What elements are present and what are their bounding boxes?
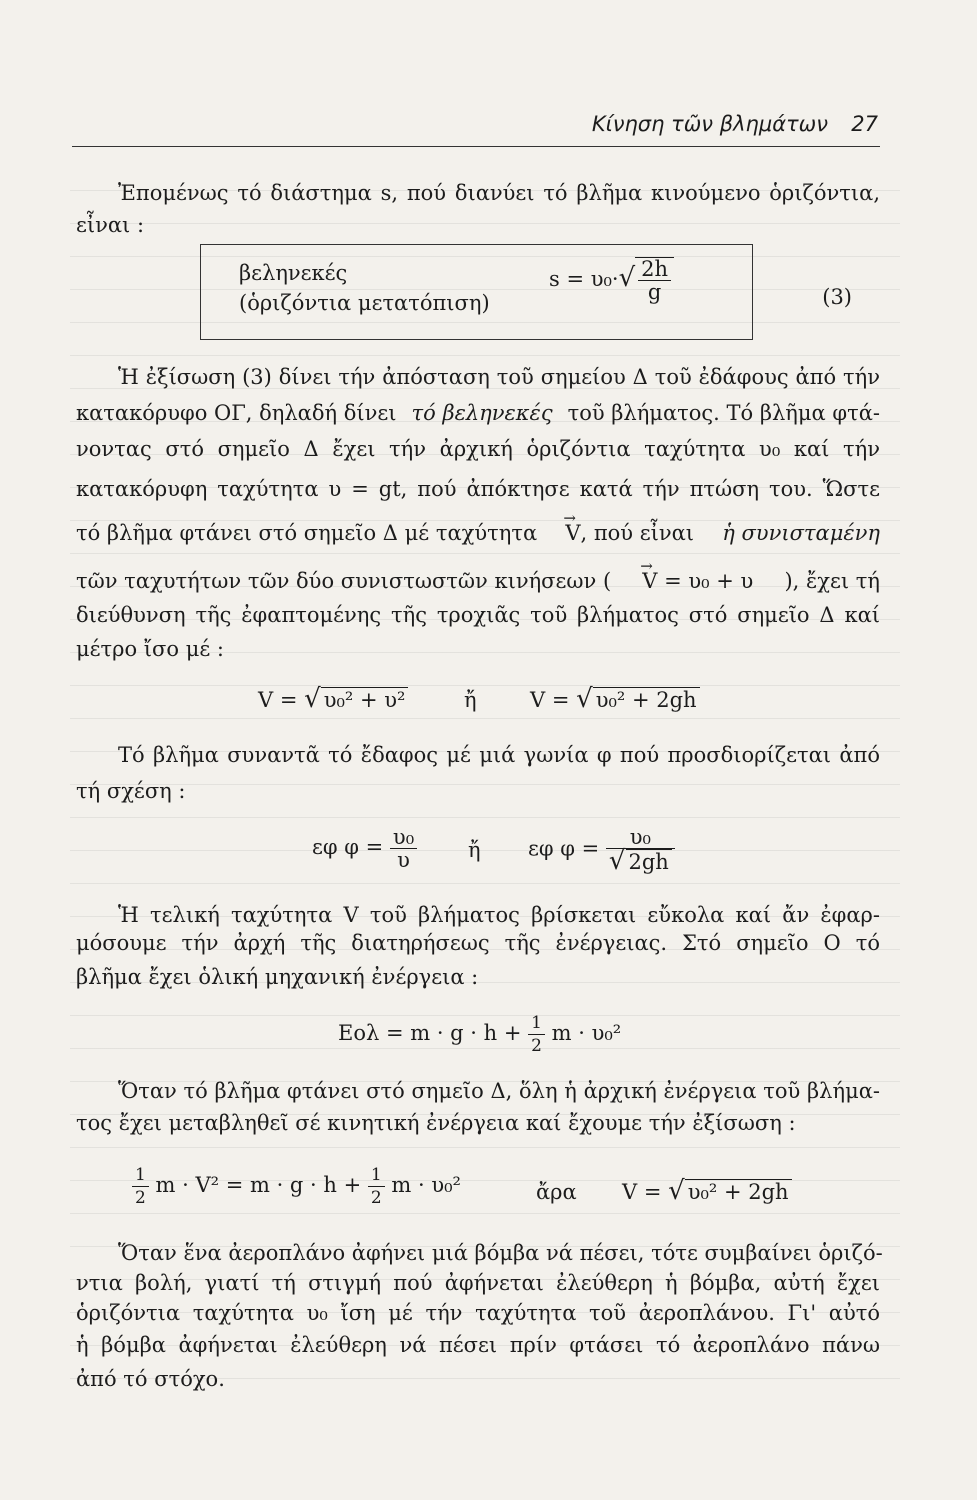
eq-radicand: υ₀² + 2gh — [685, 1179, 792, 1204]
range-formula-lhs: s = υ₀· — [549, 267, 619, 291]
eq-end: m · υ₀² — [391, 1173, 461, 1197]
vector-sum: → V = υ₀ + υ — [642, 568, 753, 594]
text-line: Τό βλῆμα συναντᾶ τό ἔδαφος μέ μιά γωνία φ πού προσδιορίζεται ἀπό — [118, 743, 880, 767]
text-line: νοντας στό σημεῖο Δ ἔχει τήν ἀρχική ὁριζόντια ταχύτητα υ₀ καί τήν — [76, 437, 880, 461]
running-header — [72, 106, 880, 147]
kinetic-energy-equation — [132, 1164, 461, 1209]
text-segment: τό βλῆμα φτάνει στό σημεῖο Δ μέ ταχύτητα — [76, 521, 538, 545]
velocity-equation-1: V = √ υ₀² + υ² — [258, 684, 408, 714]
tan-equation-2: εφ φ = $\frac{\text{υ₀}}{√ 2gh}$ — [528, 826, 675, 874]
text-line: κατακόρυφη ταχύτητα υ = gt, πού ἀπόκτησε κατά τήν πτώση του. Ὥστε — [76, 477, 880, 501]
eq-radicand: υ₀² + υ² — [321, 687, 409, 712]
range-formula-num: 2h — [638, 258, 671, 281]
text-line: τή σχέση : — [76, 779, 186, 803]
text-line: Ὅταν τό βλῆμα φτάνει στό σημεῖο Δ, ὅλη ἡ ἀρχική ἐνέργεια τοῦ βλήμα- — [118, 1079, 880, 1103]
eq-rhs: m · υ₀² — [551, 1021, 622, 1045]
text-line — [76, 400, 880, 426]
page-number: 27 — [851, 112, 878, 136]
energy-equation — [338, 1012, 621, 1057]
text-segment: κατακόρυφο ΟΓ, δηλαδή δίνει — [76, 401, 397, 425]
text-line: βλῆμα ἔχει ὁλική μηχανική ἐνέργεια : — [76, 965, 479, 989]
italic-term-range: τό βεληνεκές — [411, 401, 553, 425]
tan-equation-1 — [312, 826, 417, 871]
italic-term-resultant: ἡ συνισταμένη — [722, 521, 880, 545]
text-line: ἀπό τό στόχο. — [76, 1367, 225, 1391]
velocity-equation-2: V = √ υ₀² + 2gh — [530, 684, 700, 714]
eq-num: 1 — [528, 1012, 545, 1035]
eq-radicand: υ₀² + 2gh — [593, 687, 700, 712]
text-line: εἶναι : — [76, 213, 145, 237]
box-label-range: βεληνεκές — [239, 261, 348, 285]
equation-number: (3) — [822, 285, 852, 309]
eq-lhs: Eολ = m · g · h + — [338, 1021, 522, 1045]
eq-den: 2 — [531, 1036, 542, 1056]
box-label-displacement: (ὁριζόντια μετατόπιση) — [239, 291, 490, 315]
eq-num: 1 — [132, 1164, 149, 1187]
or-word: ἤ — [468, 838, 481, 862]
text-line — [76, 568, 880, 594]
eq-lhs: εφ φ = — [312, 835, 384, 859]
or-word: ἤ — [464, 688, 477, 712]
text-segment: τοῦ βλήματος. Τό βλῆμα φτά- — [567, 401, 880, 425]
eq-num: υ₀ — [390, 826, 417, 849]
text-segment: ), ἔχει τή — [784, 569, 880, 593]
text-line: ὁριζόντια ταχύτητα υ₀ ἴση μέ τήν ταχύτητα τοῦ ἀεροπλάνου. Γι' αὐτό — [76, 1301, 880, 1325]
eq-lhs: V = — [258, 688, 298, 712]
eq-den: 2 — [370, 1188, 382, 1208]
vector-v: → V — [565, 520, 580, 546]
text-segment: τῶν ταχυτήτων τῶν δύο συνιστωστῶν κινήσεων ( — [76, 569, 612, 593]
eq-mid: m · V² = m · g · h + — [155, 1173, 362, 1197]
text-line: μέτρο ἴσο μέ : — [76, 637, 224, 661]
header-title: Κίνηση τῶν βλημάτων — [591, 112, 828, 136]
therefore-word: ἄρα — [536, 1180, 577, 1204]
text-line: ντια βολή, γιατί τή στιγμή πού ἀφήνεται ἐλεύθερη ἡ βόμβα, αὐτή ἔχει — [76, 1271, 880, 1295]
text-line: διεύθυνση τῆς ἐφαπτομένης τῆς τροχιᾶς τοῦ βλήματος στό σημεῖο Δ καί — [76, 603, 880, 627]
eq-num: υ₀ — [606, 826, 675, 849]
text-line: Ἡ ἐξίσωση (3) δίνει τήν ἀπόσταση τοῦ σημείου Δ τοῦ ἐδάφους ἀπό τήν — [118, 365, 880, 389]
eq-lhs: V = — [530, 688, 570, 712]
text-line: Ἐπομένως τό διάστημα s, πού διανύει τό βλῆμα κινούμενο ὁριζόντια, — [118, 181, 880, 205]
text-line: Ἡ τελική ταχύτητα V τοῦ βλήματος βρίσκεται εὔκολα καί ἄν ἐφαρ- — [118, 903, 880, 927]
eq-den: υ — [397, 848, 410, 872]
text-line — [76, 520, 880, 546]
eq-lhs: V = — [622, 1180, 662, 1204]
text-line: Ὅταν ἕνα ἀεροπλάνο ἀφήνει μιά βόμβα νά πέσει, τότε συμβαίνει ὁριζό- — [118, 1241, 883, 1265]
text-line: μόσουμε τήν ἀρχή τῆς διατηρήσεως τῆς ἐνέργειας. Στό σημεῖο Ο τό — [76, 931, 880, 955]
text-line: ἡ βόμβα ἀφήνεται ἐλεύθερη νά πέσει πρίν φτάσει τό ἀεροπλάνο πάνω — [76, 1333, 880, 1357]
eq-lhs: εφ φ = — [528, 836, 600, 861]
text-line: τος ἔχει μεταβληθεῖ σέ κινητική ἐνέργεια καί ἔχουμε τήν ἐξίσωση : — [76, 1111, 796, 1135]
text-segment: , πού εἶναι — [580, 521, 695, 545]
eq-den: 2gh — [626, 849, 672, 874]
eq-den: 2 — [135, 1188, 146, 1208]
formula-box — [200, 244, 852, 340]
final-velocity-equation: V = √ υ₀² + 2gh — [622, 1176, 792, 1206]
range-formula-den: g — [647, 280, 662, 304]
range-formula: s = υ₀·√ $\frac{2h}{g}$ — [549, 257, 674, 303]
eq-num: 1 — [368, 1164, 385, 1187]
